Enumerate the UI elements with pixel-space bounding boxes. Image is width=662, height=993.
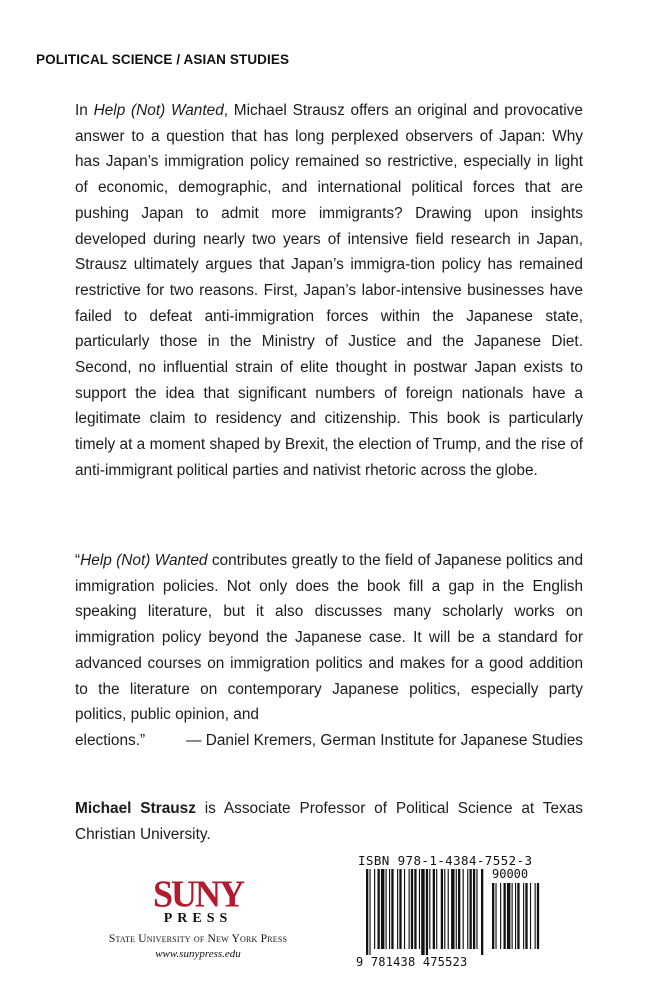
price-code: 90000 — [492, 867, 529, 881]
endorsement-attribution: — Daniel Kremers, German Institute for Japanese Studies — [186, 731, 583, 749]
endorsement-last-line — [75, 728, 583, 754]
barcode-bar — [495, 883, 496, 949]
barcode-bar — [530, 883, 531, 949]
addon-bars — [492, 883, 539, 949]
barcode-bar — [467, 869, 468, 949]
barcode-bar — [476, 869, 477, 949]
barcode-bar — [441, 869, 443, 949]
publisher-name: State University of New York Press — [108, 933, 288, 945]
book-description — [75, 98, 583, 484]
barcode-bar — [414, 869, 416, 949]
barcode-bar — [470, 869, 472, 949]
barcode-bar — [444, 869, 445, 949]
barcode-bar — [448, 869, 449, 949]
barcode-bar — [404, 869, 405, 949]
isbn-barcode-block — [356, 853, 546, 971]
barcode-bar — [523, 883, 524, 949]
author-bio — [75, 796, 583, 847]
isbn-label: ISBN 978-1-4384-7552-3 — [358, 853, 533, 868]
description-prefix: In — [75, 102, 94, 119]
barcode-bar — [366, 869, 368, 955]
ean-bars — [366, 869, 483, 955]
endorsement-last-word: elections.” — [75, 731, 146, 749]
barcode-bar — [525, 883, 527, 949]
barcode-bar — [473, 869, 475, 949]
barcode-bar — [411, 869, 413, 949]
barcode-bar — [409, 869, 410, 949]
barcode-bar — [389, 869, 390, 949]
barcode-bar — [492, 883, 494, 949]
publisher-url: www.sunypress.edu — [155, 948, 241, 960]
category-heading: POLITICAL SCIENCE / ASIAN STUDIES — [36, 52, 290, 67]
barcode-graphic — [356, 853, 546, 971]
barcode-bar — [507, 883, 510, 949]
barcode-bar — [481, 869, 483, 955]
barcode-bar — [537, 883, 539, 949]
barcode-bar — [500, 883, 501, 949]
barcode-bar — [378, 869, 380, 949]
endorsement-body: contributes greatly to the field of Japanese politics and immigration policies. Not only does the book fill a gap in the English speaking literature, but it also discusses many scholarly works on immigration policy beyond the Japanese case. It will be a standard for advanced courses on immigration politics and makes for a good addition to the literature on contemporary Japanese politics, especially party politics, public opinion, and — [75, 552, 583, 724]
barcode-bar — [429, 869, 430, 949]
ean-digits: 9 781438 475523 — [356, 955, 468, 969]
barcode-bar — [381, 869, 384, 949]
barcode-bar — [391, 869, 393, 949]
publisher-logo — [78, 873, 318, 961]
barcode-bar — [463, 869, 464, 949]
barcode-bar — [535, 883, 536, 949]
barcode-bar — [397, 869, 398, 949]
endorsement-quote — [75, 548, 583, 754]
description-body: , Michael Strausz offers an original and provocative answer to a question that has long perplexed observers of Japan: Why has Japan’s immigration policy remained so restrictive, especially in light of economic, demographic, and international political forces that are pushing Japan to admit more immigrants? Drawing upon insights developed during nearly two years of intensive field research in Japan, Strausz ultimately argues that Japan’s immigra-tion policy has remained restrictive for two reasons. First, Japan’s labor-intensive businesses have failed to defeat anti-immigration forces within the Japanese state, particularly those in the Ministry of Justice and the Japanese Diet. Second, no influential strain of elite thought in postwar Japan exists to support the idea that significant numbers of foreign nationals have a legitimate claim to residency and citizenship. This book is particularly timely at a moment shaped by Brexit, the election of Trump, and the rise of anti-immigrant political parties and nativist rhetoric across the globe. — [75, 102, 583, 479]
description-book-title: Help (Not) Wanted — [93, 102, 224, 119]
barcode-bar — [517, 883, 519, 949]
endorsement-open-quote: “ — [75, 552, 81, 569]
suny-logo-word: SUNY — [152, 873, 243, 915]
author-bio-text: is Associate Professor of Political Science at Texas Christian University. — [75, 800, 583, 843]
barcode-bar — [458, 869, 460, 949]
barcode-bar — [433, 869, 435, 949]
suny-logo-press: PRESS — [163, 911, 233, 926]
barcode-bar — [386, 869, 387, 949]
barcode-bar — [421, 869, 424, 955]
endorsement-book-title: Help (Not) Wanted — [80, 552, 208, 569]
barcode-bar — [374, 869, 375, 949]
barcode-bar — [504, 883, 506, 949]
author-name: Michael Strausz — [75, 800, 196, 817]
barcode-bar — [515, 883, 516, 949]
barcode-bar — [369, 869, 370, 955]
barcode-bar — [419, 869, 420, 949]
barcode-bar — [436, 869, 437, 949]
barcode-bar — [426, 869, 428, 955]
barcode-bar — [456, 869, 457, 949]
barcode-bar — [399, 869, 401, 949]
barcode-bar — [451, 869, 454, 949]
barcode-bar — [512, 883, 513, 949]
